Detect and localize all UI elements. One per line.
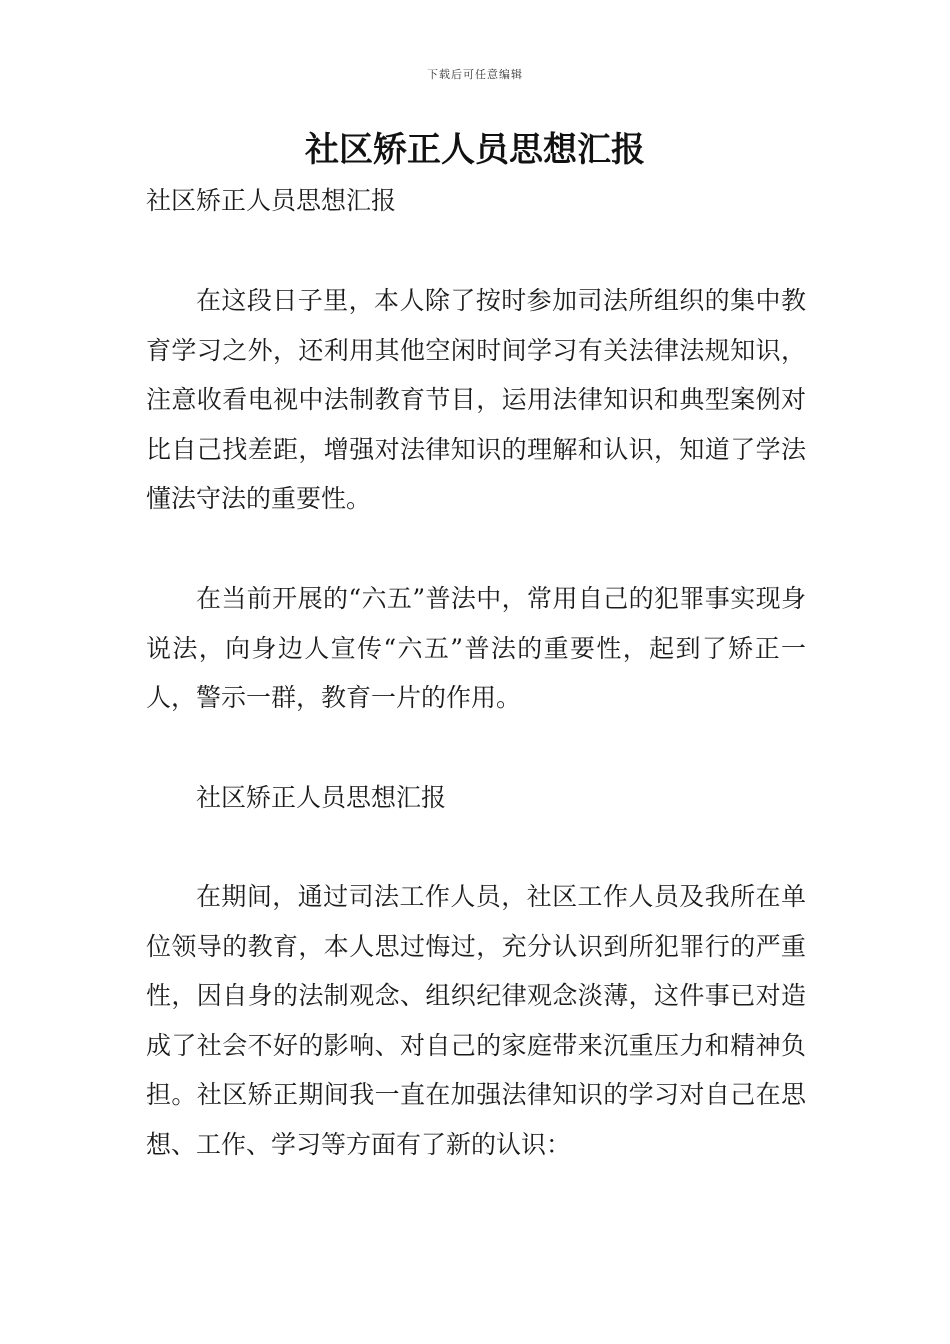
header-note: 下载后可任意编辑 xyxy=(427,68,523,81)
document-subtitle: 社区矫正人员思想汇报 xyxy=(146,186,397,215)
paragraph-2: 在当前开展的“六五”普法中，常用自己的犯罪事实现身说法，向身边人宣传“六五”普法的重要性，起到了矫正一人，警示一群，教育一片的作用。 xyxy=(146,584,806,712)
paragraph-3: 在期间，通过司法工作人员，社区工作人员及我所在单位领导的教育，本人思过悔过，充分认识到所犯罪行的严重性，因自身的法制观念、组织纪律观念淡薄，这件事已对造成了社会不好的影响、对自己的家庭带来沉重压力和精神负担。社区矫正期间我一直在加强法律知识的学习对自己在思想、工作、学习等方面有了新的认识： xyxy=(146,882,806,1159)
paragraph-1: 在这段日子里，本人除了按时参加司法所组织的集中教育学习之外，还利用其他空闲时间学习有关法律法规知识，注意收看电视中法制教育节目，运用法律知识和典型案例对比自己找差距，增强对法律知识的理解和认识，知道了学法懂法守法的重要性。 xyxy=(146,286,806,513)
section-heading: 社区矫正人员思想汇报 xyxy=(196,783,447,812)
document-title: 社区矫正人员思想汇报 xyxy=(305,130,645,170)
